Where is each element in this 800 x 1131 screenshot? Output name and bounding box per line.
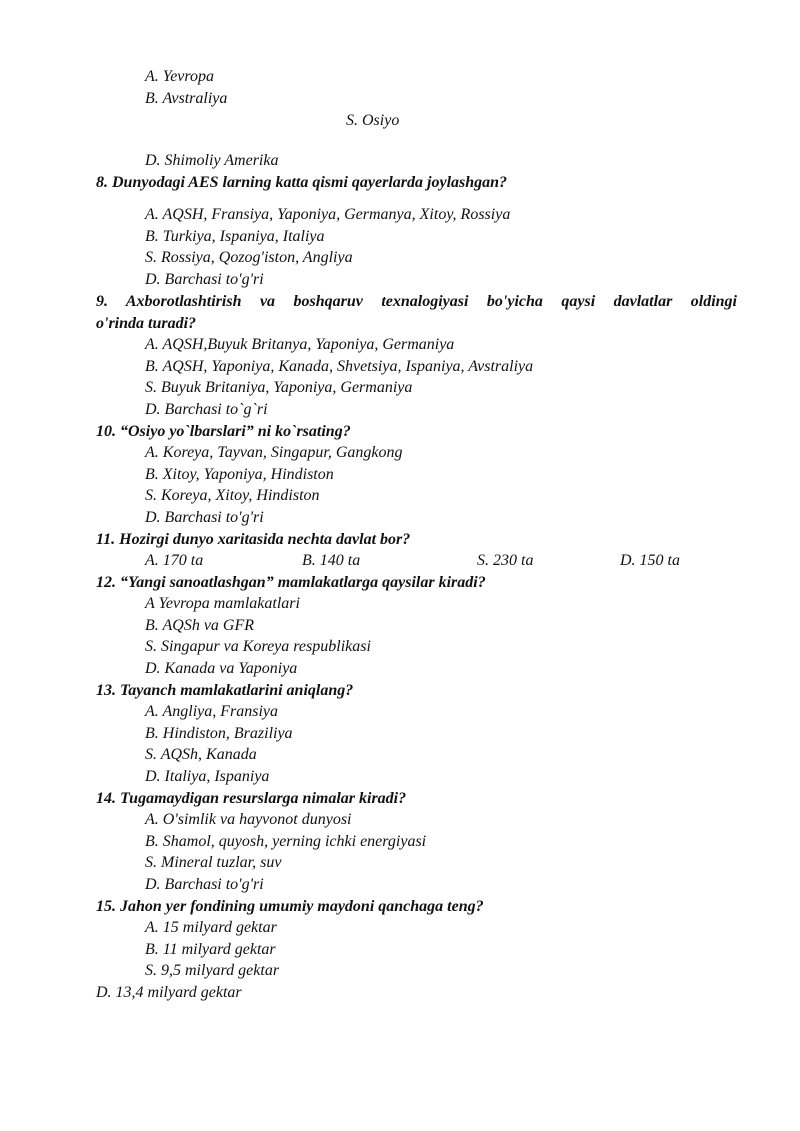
- q10-option-d: D. Barchasi to'g'ri: [145, 509, 264, 526]
- q15-option-s: S. 9,5 milyard gektar: [145, 962, 280, 979]
- question-9-line2: o'rinda turadi?: [96, 315, 197, 332]
- q11-option-a: A. 170 ta: [145, 552, 204, 569]
- question-11: 11. Hozirgi dunyo xaritasida nechta davlat bor?: [96, 531, 411, 548]
- q13-option-d: D. Italiya, Ispaniya: [145, 768, 270, 785]
- q8-option-a: A. AQSH, Fransiya, Yaponiya, Germanya, Xitoy, Rossiya: [145, 206, 511, 223]
- q14-option-d: D. Barchasi to'g'ri: [145, 876, 264, 893]
- question-13: 13. Tayanch mamlakatlarini aniqlang?: [96, 682, 354, 699]
- q15-option-a: A. 15 milyard gektar: [145, 919, 277, 936]
- q8-option-d: D. Barchasi to'g'ri: [145, 271, 264, 288]
- q9-option-d: D. Barchasi to`g`ri: [145, 401, 268, 418]
- q15-option-d: D. 13,4 milyard gektar: [96, 984, 242, 1001]
- q8-option-s: S. Rossiya, Qozog'iston, Angliya: [145, 249, 353, 266]
- q14-option-b: B. Shamol, quyosh, yerning ichki energiyasi: [145, 833, 427, 850]
- q14-option-s: S. Mineral tuzlar, suv: [145, 854, 282, 871]
- q13-option-b: B. Hindiston, Braziliya: [145, 725, 293, 742]
- q11-option-d: D. 150 ta: [620, 552, 680, 569]
- option-s: S. Osiyo: [346, 112, 400, 129]
- question-15: 15. Jahon yer fondining umumiy maydoni qanchaga teng?: [96, 898, 484, 915]
- q13-option-s: S. AQSh, Kanada: [145, 746, 257, 763]
- q9-option-s: S. Buyuk Britaniya, Yaponiya, Germaniya: [145, 379, 413, 396]
- q15-option-b: B. 11 milyard gektar: [145, 941, 276, 958]
- q9-option-b: B. AQSH, Yaponiya, Kanada, Shvetsiya, Ispaniya, Avstraliya: [145, 358, 534, 375]
- q12-option-d: D. Kanada va Yaponiya: [145, 660, 298, 677]
- q13-option-a: A. Angliya, Fransiya: [145, 703, 279, 720]
- option-b: B. Avstraliya: [145, 90, 228, 107]
- option-d: D. Shimoliy Amerika: [145, 152, 279, 169]
- q12-option-s: S. Singapur va Koreya respublikasi: [145, 638, 371, 655]
- question-14: 14. Tugamaydigan resurslarga nimalar kiradi?: [96, 790, 407, 807]
- option-a: A. Yevropa: [145, 68, 215, 85]
- q10-option-a: A. Koreya, Tayvan, Singapur, Gangkong: [145, 444, 403, 461]
- q14-option-a: A. O'simlik va hayvonot dunyosi: [145, 811, 352, 828]
- q12-option-a: A Yevropa mamlakatlari: [145, 595, 300, 612]
- q11-option-b: B. 140 ta: [302, 552, 361, 569]
- q12-option-b: B. AQSh va GFR: [145, 617, 255, 634]
- question-8: 8. Dunyodagi AES larning katta qismi qayerlarda joylashgan?: [96, 174, 508, 191]
- q8-option-b: B. Turkiya, Ispaniya, Italiya: [145, 228, 325, 245]
- q9-option-a: A. AQSH,Buyuk Britanya, Yaponiya, Germaniya: [145, 336, 455, 353]
- question-9-line1: 9. Axborotlashtirish va boshqaruv texnalogiyasi bo'yicha qaysi davlatlar oldingi: [96, 293, 737, 310]
- q10-option-b: B. Xitoy, Yaponiya, Hindiston: [145, 466, 334, 483]
- question-10: 10. “Osiyo yo`lbarslari” ni ko`rsating?: [96, 423, 351, 440]
- q10-option-s: S. Koreya, Xitoy, Hindiston: [145, 487, 320, 504]
- q11-option-s: S. 230 ta: [477, 552, 534, 569]
- question-12: 12. “Yangi sanoatlashgan” mamlakatlarga qaysilar kiradi?: [96, 574, 486, 591]
